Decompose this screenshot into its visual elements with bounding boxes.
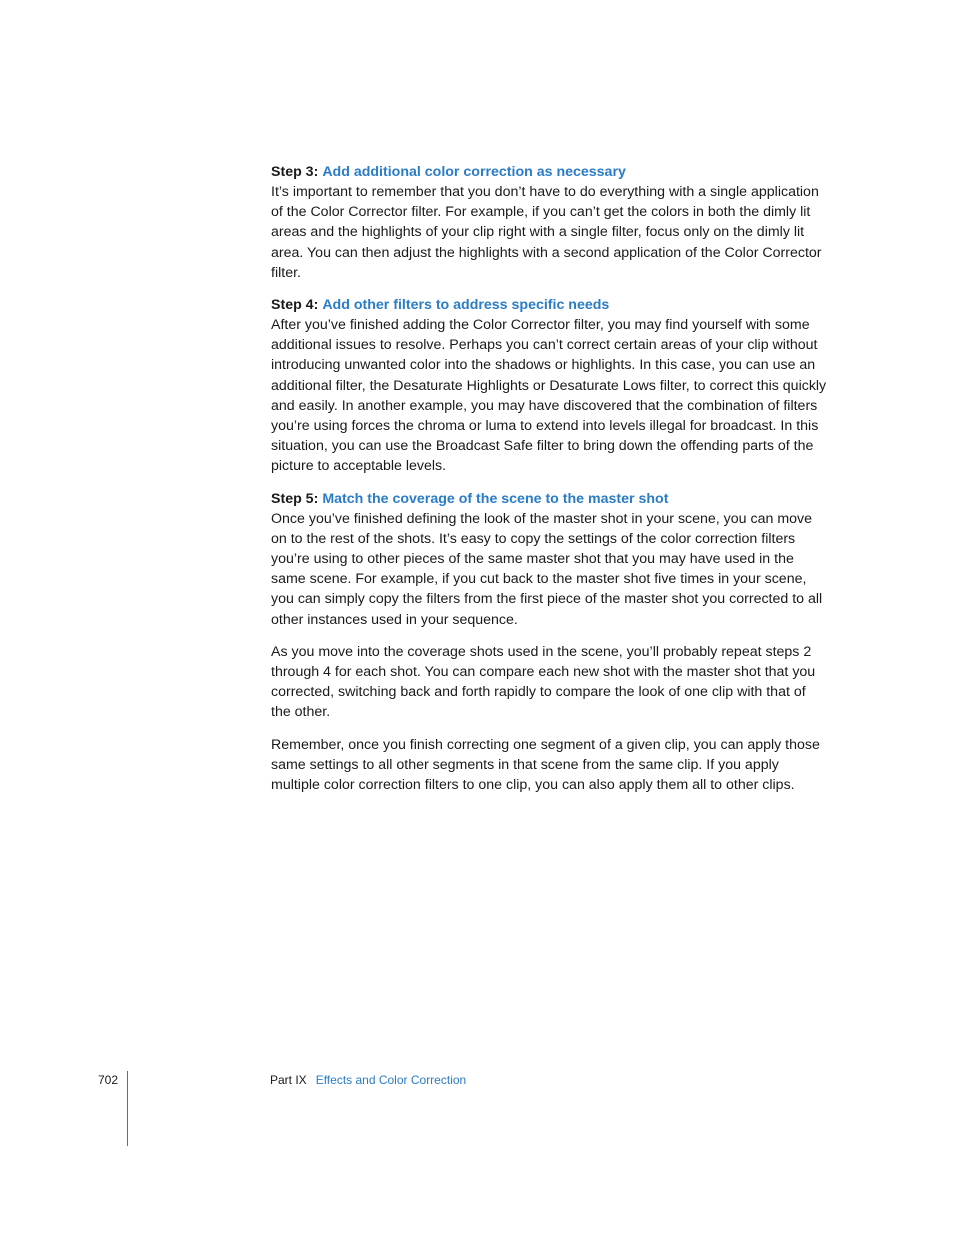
- body-paragraph: Remember, once you finish correcting one segment of a given clip, you can apply those same settings to all other segments in that scene from the same clip. If you apply multiple color correction filters to one clip, you can also apply them all to other clips.: [271, 736, 820, 794]
- part-label: Part IX: [270, 1073, 307, 1087]
- step-heading: [271, 295, 827, 315]
- body-paragraph: It’s important to remember that you don’t have to do everything with a single application of the Color Corrector filter. For example, if you can’t get the colors in both the dimly lit areas and the highlights of your clip right with a single filter, focus only on the dimly lit area. You can then adjust the highlights with a second application of the Color Corrector filter.: [271, 184, 822, 281]
- step-4-section: [271, 295, 827, 477]
- step-3-section: [271, 162, 827, 283]
- step-title: Match the coverage of the scene to the master shot: [322, 490, 669, 507]
- step-label: Step 4:: [271, 297, 319, 314]
- step-title: Add additional color correction as necessary: [322, 164, 626, 180]
- step-heading: [271, 489, 827, 509]
- step-label: Step 3:: [271, 164, 319, 180]
- step-5-section: [271, 489, 827, 796]
- step-label: Step 5:: [271, 490, 319, 507]
- part-title-link[interactable]: Effects and Color Correction: [315, 1073, 467, 1087]
- body-paragraph: As you move into the coverage shots used in the scene, you’ll probably repeat steps 2 through 4 for each shot. You can compare each new shot with the master shot that you corrected, switching back and forth rapidly to compare the look of one clip with that of the other.: [271, 643, 816, 721]
- body-paragraph: After you’ve finished adding the Color Corrector filter, you may find yourself with some additional issues to resolve. Perhaps you can’t correct certain areas of your clip without introducing unwanted color into the shadows or highlights. In this case, you can use an additional filter, the Desaturate Highlights or Desaturate Lows filter, to correct this quickly and easily. In another example, you may have discovered that the combination of filters you’re using forces the chroma or luma to extend into levels illegal for broadcast. In this situation, you can use the Broadcast Safe filter to bring down the offending parts of the picture to acceptable levels.: [271, 317, 827, 475]
- body-paragraph: Once you’ve finished defining the look of the master shot in your scene, you can move on to the rest of the shots. It’s easy to copy the settings of the color correction filters you’re using to other pieces of the same master shot that you may have used in the same scene. For example, if you cut back to the master shot five times in your scene, you can simply copy the filters from the first piece of the master shot you corrected to all other instances used in your sequence.: [271, 510, 823, 628]
- page-number: 702: [98, 1073, 119, 1087]
- step-title: Add other filters to address specific needs: [322, 297, 610, 314]
- page-body: [271, 162, 827, 807]
- footer-part: [270, 1073, 466, 1087]
- footer-divider: [127, 1071, 128, 1146]
- step-heading: [271, 162, 827, 182]
